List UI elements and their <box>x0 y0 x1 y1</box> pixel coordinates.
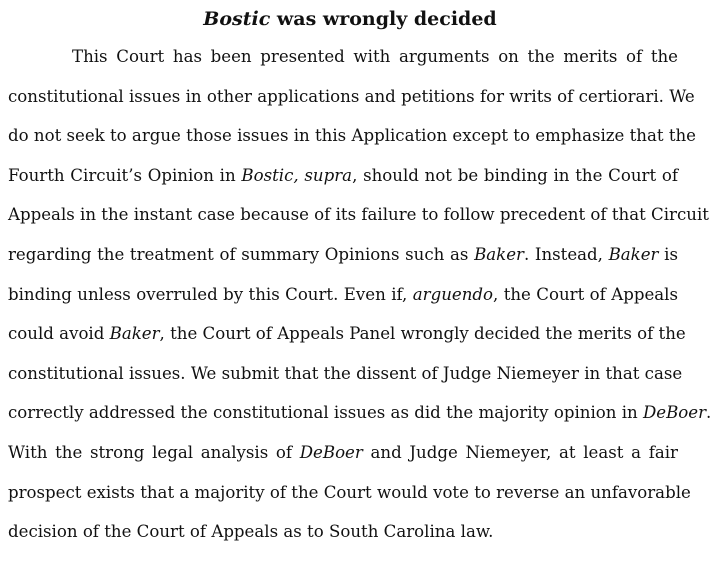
paragraph-line <box>8 124 697 148</box>
line-text: and Judge Niemeyer, at least a fair <box>362 443 678 462</box>
italic-citation: arguendo <box>412 284 494 304</box>
line-text: , the Court of Appeals <box>493 284 678 304</box>
line-text: binding unless overruled by this Court. Even if, <box>8 284 413 304</box>
line-text: prospect exists that a majority of the Court would vote to reverse an unfavorable <box>8 482 691 502</box>
paragraph-line <box>8 283 678 307</box>
line-text: , should not be binding in the Court of <box>352 165 678 185</box>
line-text: constitutional issues. We submit that the dissent of Judge Niemeyer in that case <box>8 363 683 383</box>
heading-text: was wrongly decided <box>270 8 497 30</box>
line-text: regarding the treatment of summary Opinions such as <box>8 245 475 264</box>
italic-citation: DeBoer <box>299 443 363 462</box>
paragraph-line <box>8 362 683 386</box>
line-text: constitutional issues in other applications and petitions for writs of certiorari. We <box>8 86 695 106</box>
line-text: Appeals in the instant case because of its failure to follow precedent of that Circuit <box>8 205 709 225</box>
heading-case-name: Bostic <box>203 8 271 30</box>
paragraph-line <box>8 164 678 188</box>
paragraph-line <box>8 322 686 346</box>
line-text: decision of the Court of Appeals as to South Carolina law. <box>8 522 494 542</box>
line-text: , the Court of Appeals Panel wrongly decided the merits of the <box>159 324 686 344</box>
line-text: This Court has been presented with arguments on the merits of the <box>72 47 678 66</box>
paragraph-line <box>72 45 678 69</box>
italic-citation: Baker <box>109 324 160 344</box>
italic-citation: Baker <box>608 245 659 264</box>
line-text: could avoid <box>8 324 110 344</box>
italic-citation: Bostic, supra <box>241 165 353 185</box>
paragraph-line <box>8 85 695 109</box>
line-text: With the strong legal analysis of <box>8 443 300 462</box>
paragraph-line <box>8 441 678 465</box>
paragraph-line <box>8 243 678 267</box>
line-text: . <box>706 403 711 423</box>
paragraph-line <box>8 401 711 425</box>
line-text: Fourth Circuit’s Opinion in <box>8 165 242 185</box>
italic-citation: Baker <box>474 245 524 264</box>
line-text: is <box>658 245 678 264</box>
line-text: . Instead, <box>523 245 609 264</box>
line-text: correctly addressed the constitutional issues as did the majority opinion in <box>8 403 643 423</box>
section-heading <box>0 6 700 32</box>
paragraph-line <box>8 481 691 505</box>
paragraph-line <box>8 520 678 544</box>
line-text: do not seek to argue those issues in this Application except to emphasize that the <box>8 126 697 146</box>
italic-citation: DeBoer <box>642 403 707 423</box>
paragraph-line <box>8 203 709 227</box>
